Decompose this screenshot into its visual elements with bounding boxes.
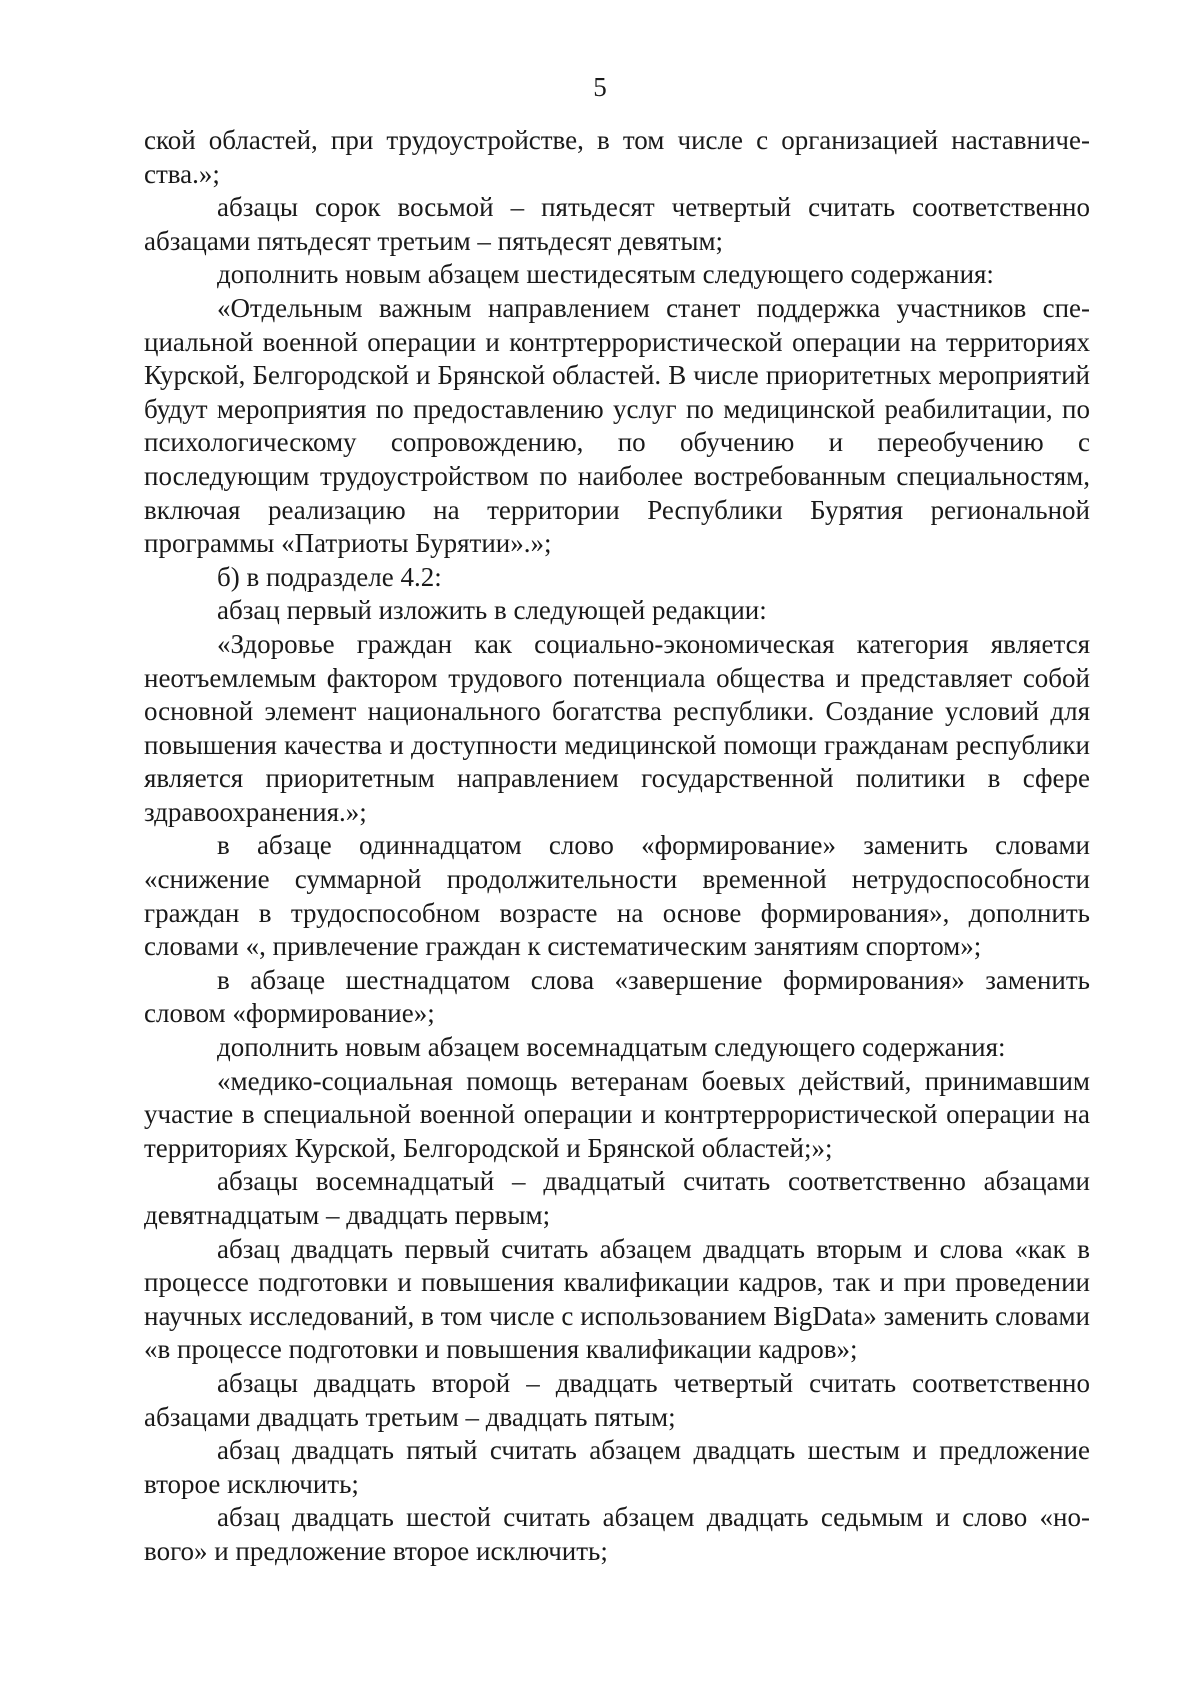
document-body: [144, 124, 1090, 1569]
subsection-heading: б) в подразделе 4.2:: [217, 561, 442, 592]
paragraph-continuation: ской областей, при трудоустройстве, в том числе с организацией наставничества.»;: [144, 125, 1090, 189]
paragraph-quote: «медико-социальная помощь ветеранам боевых действий, принимавшим участие в специальной военной операции и контртеррористической операции на территориях Курской, Белгородской и Брянской областей;»;: [144, 1065, 1090, 1163]
paragraph: абзац двадцать первый считать абзацем двадцать вторым и слова «как в процессе подготовки и повышения квалификации кадров, так и при проведении научных исследований, в том числе с использованием BigData» заменить словами «в процессе подготовки и повышения квалификации кадров»;: [144, 1233, 1090, 1365]
paragraph: абзацы двадцать второй – двадцать четвертый считать соответственно абзацами двадцать третьим – двадцать пятым;: [144, 1367, 1090, 1432]
paragraph: в абзаце одиннадцатом слово «формирование» заменить словами «снижение суммарной продолжительности временной нетрудоспособности граждан в трудоспособном возрасте на основе формирования», дополнить словами «, привлечение граждан к систематическим занятиям спортом»;: [144, 830, 1090, 962]
paragraph: абзацы восемнадцатый – двадцатый считать соответственно абзацами девятнадцатым – двадцать первым;: [144, 1166, 1090, 1230]
paragraph: абзац двадцать пятый считать абзацем двадцать шестым и предложение второе исключить;: [144, 1435, 1090, 1499]
paragraph: абзац двадцать шестой считать абзацем двадцать седьмым и слово «нового» и предложение второе исключить;: [144, 1502, 1090, 1566]
paragraph-quote: «Отдельным важным направлением станет поддержка участников специальной военной операции и контртеррористической операции на территориях Курской, Белгородской и Брянской областей. В числе приоритетных мероприятий будут мероприятия по предоставлению услуг по медицинской реабилитации, по психологическому сопровождению, по обучению и переобучению с последующим трудоустройством по наиболее востребованным специальностям, включая реализацию на территории Республики Бурятия региональной программы «Патриоты Бурятии».»;: [144, 292, 1090, 559]
paragraph-quote: «Здоровье граждан как социально-экономическая категория является неотъемлемым фактором трудового потенциала общества и представляет собой основной элемент национального богатства республики. Создание условий для повышения качества и доступности медицинской помощи гражданам республики является приоритетным направлением государственной политики в сфере здравоохранения.»;: [144, 628, 1090, 827]
paragraph: дополнить новым абзацем шестидесятым следующего содержания:: [217, 259, 994, 290]
paragraph: абзац первый изложить в следующей редакции:: [217, 595, 767, 626]
paragraph: абзацы сорок восьмой – пятьдесят четвертый считать соответственно абзацами пятьдесят третьим – пятьдесят девятым;: [144, 192, 1090, 256]
paragraph: в абзаце шестнадцатом слова «завершение формирования» заменить словом «формирование»;: [144, 964, 1090, 1029]
paragraph: дополнить новым абзацем восемнадцатым следующего содержания:: [217, 1032, 1006, 1063]
page-number: 5: [593, 72, 607, 102]
